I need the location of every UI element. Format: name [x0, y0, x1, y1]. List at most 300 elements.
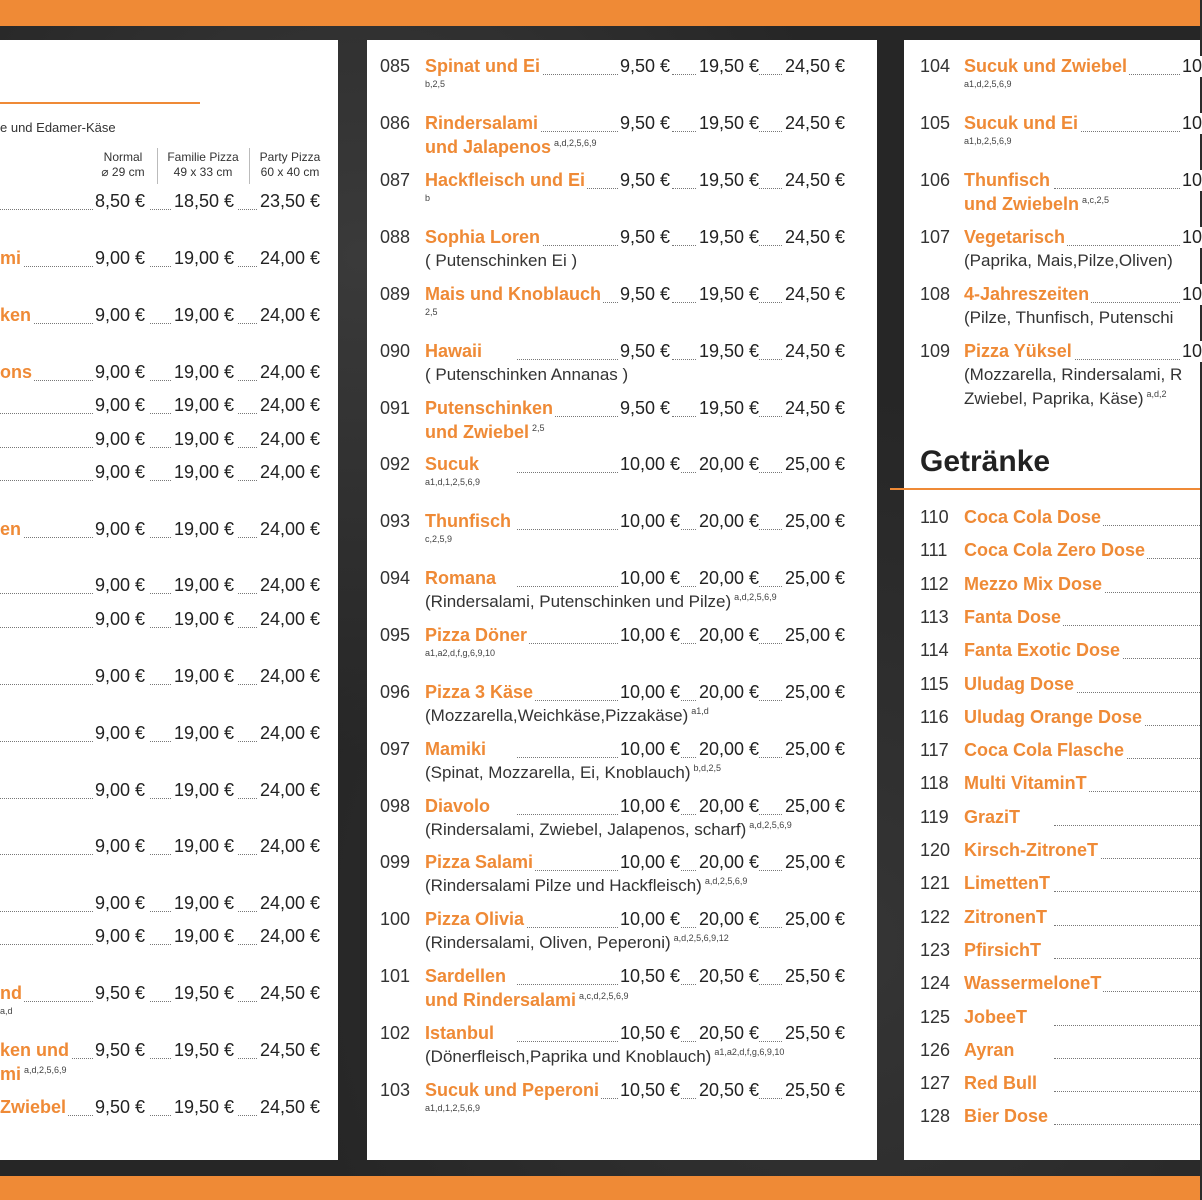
item-name: Uludag Orange Dose	[964, 706, 1143, 727]
dot-leader	[757, 245, 782, 246]
price-party: 25,00 €	[785, 852, 846, 872]
price-normal: 10,50 €	[620, 1080, 681, 1100]
price-normal: 9,50 €	[620, 284, 671, 304]
price-normal: 10	[1182, 284, 1202, 304]
item-name-cont: und Jalapenos	[425, 137, 552, 157]
drink-item	[904, 607, 1200, 637]
item-name: ken	[0, 305, 32, 325]
menu-item	[0, 1040, 338, 1090]
price-normal: 9,00 €	[95, 248, 146, 268]
allergen-codes: a1,a2,d,f,g,6,9,10	[714, 1047, 785, 1058]
drink-item	[904, 1007, 1200, 1037]
item-number: 107	[920, 227, 951, 247]
item-number: 096	[380, 682, 411, 702]
item-name: Sucuk und Peperoni	[425, 1080, 600, 1100]
price-familie: 19,00 €	[174, 395, 235, 415]
price-familie: 20,00 €	[699, 682, 760, 702]
item-name: Thunfisch	[425, 511, 511, 531]
description-text: ( Putenschinken Ei )	[425, 251, 578, 270]
item-name: Fanta Exotic Dose	[964, 640, 1121, 661]
item-name-cont: und Zwiebel	[425, 422, 530, 442]
dot-leader	[1054, 1124, 1200, 1125]
item-name: Fanta Dose	[964, 606, 1062, 627]
menu-item	[0, 836, 338, 886]
dot-leader	[757, 359, 782, 360]
price-familie: 19,50 €	[699, 284, 760, 304]
menu-item	[367, 1080, 877, 1130]
item-name: Mais und Knoblauch	[425, 284, 602, 304]
item-name: nd	[0, 983, 22, 1003]
dot-leader	[517, 1041, 622, 1042]
price-party: 24,00 €	[260, 462, 321, 482]
dot-leader	[0, 684, 95, 685]
menu-item	[904, 227, 1200, 277]
dot-leader	[517, 529, 622, 530]
item-name: Mamiki	[425, 739, 487, 759]
dot-leader	[757, 586, 782, 587]
menu-item	[0, 305, 338, 355]
price-party: 24,50 €	[260, 1040, 321, 1060]
menu-item	[904, 56, 1200, 106]
price-party: 24,50 €	[785, 56, 846, 76]
allergen-codes: a,d,2	[1146, 389, 1167, 400]
dot-leader	[0, 447, 95, 448]
allergen-codes: a,d,2,5,6,9	[704, 876, 748, 887]
item-number: 111	[920, 540, 948, 561]
menu-item	[367, 1023, 877, 1073]
item-name: Pizza 3 Käse	[425, 682, 534, 702]
drink-item	[904, 740, 1200, 770]
menu-item	[0, 462, 338, 512]
price-normal: 10,00 €	[620, 852, 681, 872]
drink-item	[904, 507, 1200, 537]
price-party: 25,50 €	[785, 1023, 846, 1043]
dot-leader	[517, 586, 622, 587]
price-familie: 19,50 €	[699, 56, 760, 76]
price-familie: 20,00 €	[699, 454, 760, 474]
price-familie: 19,00 €	[174, 429, 235, 449]
price-normal: 9,00 €	[95, 462, 146, 482]
item-name: ons	[0, 362, 33, 382]
drink-item	[904, 840, 1200, 870]
item-number: 085	[380, 56, 411, 76]
allergen-codes: 2,5	[425, 307, 438, 317]
section-intro: e und Edamer-Käse	[0, 120, 116, 135]
item-number: 120	[920, 840, 951, 860]
allergen-codes: a1,d,2,5,6,9	[964, 79, 1012, 89]
price-familie: 19,50 €	[174, 983, 235, 1003]
dot-leader	[517, 643, 622, 644]
item-name: Coca Cola Flasche	[964, 740, 1125, 761]
dot-leader	[1054, 1025, 1200, 1026]
price-normal: 9,00 €	[95, 519, 146, 539]
allergen-codes: 2,5	[532, 423, 545, 433]
price-party: 25,00 €	[785, 454, 846, 474]
dot-leader	[1054, 891, 1200, 892]
allergen-codes: b,2,5	[425, 79, 446, 89]
price-party: 24,50 €	[785, 170, 846, 190]
item-description	[425, 365, 628, 385]
price-familie: 19,00 €	[174, 666, 235, 686]
size-header-normal	[92, 150, 154, 180]
item-name: Thunfisch	[964, 170, 1050, 190]
price-party: 24,00 €	[260, 362, 321, 382]
drink-item	[904, 674, 1200, 704]
item-name: Sucuk und Zwiebel	[964, 56, 1128, 76]
price-familie: 19,50 €	[699, 227, 760, 247]
drink-item	[904, 540, 1200, 570]
price-familie: 19,00 €	[174, 575, 235, 595]
item-name: en	[0, 519, 22, 539]
price-normal: 10	[1182, 341, 1202, 361]
item-number: 089	[380, 284, 411, 304]
item-number: 103	[380, 1080, 411, 1100]
price-normal: 9,50 €	[620, 227, 671, 247]
dot-leader	[1054, 1058, 1200, 1059]
price-normal: 10,00 €	[620, 625, 681, 645]
menu-item	[367, 227, 877, 277]
price-familie: 20,00 €	[699, 852, 760, 872]
allergen-codes: a,c,d,2,5,6,9	[579, 991, 629, 1001]
price-familie: 20,50 €	[699, 1080, 760, 1100]
item-name: Pizza Döner	[425, 625, 528, 645]
price-party: 24,50 €	[785, 227, 846, 247]
price-party: 24,00 €	[260, 836, 321, 856]
item-name: PfirsichT	[964, 939, 1042, 960]
item-number: 095	[380, 625, 411, 645]
dot-leader	[1054, 925, 1200, 926]
item-number: 088	[380, 227, 411, 247]
item-name: mi	[0, 248, 22, 268]
size-header-party	[252, 150, 328, 180]
price-party: 25,50 €	[785, 966, 846, 986]
item-number: 119	[920, 806, 949, 827]
price-normal: 9,00 €	[95, 429, 146, 449]
dot-leader	[757, 984, 782, 985]
price-normal: 9,50 €	[620, 56, 671, 76]
item-number: 116	[920, 706, 949, 727]
item-name: Pizza Salami	[425, 852, 534, 872]
price-familie: 19,50 €	[699, 341, 760, 361]
dot-leader	[757, 416, 782, 417]
price-familie: 19,50 €	[699, 170, 760, 190]
size-dimension: 60 x 40 cm	[260, 165, 320, 179]
item-name: Sucuk und Ei	[964, 113, 1079, 133]
price-party: 23,50 €	[260, 191, 321, 211]
dot-leader	[517, 359, 622, 360]
price-familie: 19,00 €	[174, 893, 235, 913]
item-number: 117	[920, 740, 949, 761]
price-party: 24,50 €	[785, 398, 846, 418]
price-party: 24,50 €	[785, 341, 846, 361]
drink-item	[904, 940, 1200, 970]
price-familie: 19,00 €	[174, 723, 235, 743]
dot-leader	[757, 814, 782, 815]
item-name-cont: und Rindersalami	[425, 990, 577, 1010]
dot-leader	[1054, 825, 1200, 826]
item-number: 122	[920, 906, 951, 927]
price-normal: 10	[1182, 113, 1202, 133]
item-number: 104	[920, 56, 951, 76]
column-divider	[249, 148, 250, 184]
allergen-codes: a1,a2,d,f,g,6,9,10	[425, 648, 496, 658]
price-normal: 9,00 €	[95, 893, 146, 913]
menu-item	[367, 113, 877, 163]
price-normal: 9,00 €	[95, 395, 146, 415]
menu-item	[367, 966, 877, 1016]
price-normal: 10,00 €	[620, 739, 681, 759]
menu-item	[0, 609, 338, 659]
dot-leader	[757, 302, 782, 303]
menu-item	[367, 454, 877, 504]
size-dimension: ⌀ 29 cm	[101, 165, 145, 179]
price-normal: 9,50 €	[620, 341, 671, 361]
price-normal: 10,00 €	[620, 511, 681, 531]
price-normal: 9,00 €	[95, 305, 146, 325]
allergen-codes: b,d,2,5	[693, 763, 722, 774]
item-number: 108	[920, 284, 951, 304]
menu-item	[367, 284, 877, 334]
drink-item	[904, 973, 1200, 1003]
menu-item	[367, 56, 877, 106]
description-text: Zwiebel, Paprika, Käse)	[964, 389, 1144, 408]
item-name: Pizza Olivia	[425, 909, 525, 929]
item-name: Hawaii	[425, 341, 483, 361]
price-familie: 19,00 €	[174, 609, 235, 629]
allergen-codes: a,d,2,5,6,9	[749, 820, 792, 831]
dot-leader	[757, 74, 782, 75]
dot-leader	[0, 593, 95, 594]
size-dimension: 49 x 33 cm	[173, 165, 233, 179]
dot-leader	[0, 741, 95, 742]
dot-leader	[757, 700, 782, 701]
menu-item	[0, 519, 338, 569]
item-number: 110	[920, 507, 949, 527]
item-description: (Pilze, Thunfisch, Putenschi	[964, 308, 1174, 327]
drinks-section-title: Getränke	[920, 445, 1051, 478]
item-number: 115	[920, 673, 949, 694]
dot-leader	[0, 413, 95, 414]
price-normal: 9,00 €	[95, 575, 146, 595]
price-normal: 10	[1182, 227, 1202, 247]
size-label: Familie Pizza	[167, 150, 239, 164]
drink-item	[904, 873, 1200, 903]
price-familie: 19,00 €	[174, 780, 235, 800]
item-name: Coca Cola Dose	[964, 507, 1102, 527]
item-number: 118	[920, 773, 949, 794]
dot-leader	[0, 944, 95, 945]
dot-leader	[517, 927, 622, 928]
size-header-familie	[160, 150, 246, 180]
description-text: (Mozzarella,Weichkäse,Pizzakäse)	[425, 706, 689, 725]
dot-leader	[1054, 1091, 1200, 1092]
item-number: 094	[380, 568, 411, 588]
dot-leader	[0, 627, 95, 628]
menu-item	[904, 284, 1200, 334]
item-name: Uludag Dose	[964, 673, 1075, 694]
item-name: Hackfleisch und Ei	[425, 170, 586, 190]
dot-leader	[0, 480, 95, 481]
item-name: JobeeT	[964, 1006, 1028, 1027]
item-name: Istanbul	[425, 1023, 495, 1043]
price-party: 25,00 €	[785, 796, 846, 816]
item-name: Mezzo Mix Dose	[964, 573, 1103, 594]
item-description	[425, 1047, 784, 1067]
item-number: 100	[380, 909, 411, 929]
menu-item	[0, 983, 338, 1033]
price-familie: 19,00 €	[174, 305, 235, 325]
price-party: 25,50 €	[785, 1080, 846, 1100]
price-familie: 20,00 €	[699, 739, 760, 759]
menu-item	[904, 113, 1200, 163]
item-number: 099	[380, 852, 411, 872]
dot-leader	[517, 984, 622, 985]
price-normal: 9,50 €	[95, 1040, 146, 1060]
item-description: (Paprika, Mais,Pilze,Oliven)	[964, 251, 1173, 270]
price-party: 25,00 €	[785, 511, 846, 531]
dot-leader	[1054, 245, 1200, 246]
menu-item	[367, 739, 877, 789]
allergen-codes: a,d,2,5,6,9	[24, 1065, 67, 1075]
item-number: 125	[920, 1006, 951, 1027]
price-party: 24,50 €	[260, 983, 321, 1003]
item-name-line2	[0, 1064, 67, 1085]
top-orange-bar	[0, 0, 1200, 26]
price-familie: 19,50 €	[699, 398, 760, 418]
item-name: Diavolo	[425, 796, 491, 816]
item-name: Vegetarisch	[964, 227, 1066, 247]
price-normal: 9,50 €	[620, 398, 671, 418]
item-name-line2	[425, 137, 597, 158]
price-party: 24,00 €	[260, 429, 321, 449]
item-number: 106	[920, 170, 951, 190]
menu-item	[367, 170, 877, 220]
item-number: 098	[380, 796, 411, 816]
menu-item	[0, 1097, 338, 1147]
price-familie: 19,50 €	[699, 113, 760, 133]
price-normal: 9,00 €	[95, 609, 146, 629]
item-name: Multi VitaminT	[964, 773, 1087, 794]
dot-leader	[757, 757, 782, 758]
description-text: (Rindersalami, Putenschinken und Pilze)	[425, 592, 732, 611]
item-number: 127	[920, 1073, 951, 1094]
price-familie: 20,00 €	[699, 568, 760, 588]
menu-item	[367, 625, 877, 675]
price-normal: 9,00 €	[95, 836, 146, 856]
item-name-line2	[425, 422, 545, 443]
menu-panel-right	[904, 40, 1200, 1160]
price-party: 24,00 €	[260, 248, 321, 268]
price-normal: 9,50 €	[620, 170, 671, 190]
price-party: 24,00 €	[260, 609, 321, 629]
item-name: GraziT	[964, 806, 1021, 827]
price-familie: 19,50 €	[174, 1097, 235, 1117]
price-party: 24,50 €	[260, 1097, 321, 1117]
dot-leader	[757, 927, 782, 928]
menu-item	[367, 511, 877, 561]
item-description	[425, 706, 709, 726]
price-normal: 10,00 €	[620, 454, 681, 474]
dot-leader	[1054, 958, 1200, 959]
allergen-codes: a,d,2,5,6,9,12	[673, 933, 729, 944]
item-number: 091	[380, 398, 411, 418]
menu-item	[367, 682, 877, 732]
item-number: 109	[920, 341, 951, 361]
price-familie: 18,50 €	[174, 191, 235, 211]
menu-item	[0, 248, 338, 298]
menu-panel-left	[0, 40, 338, 1160]
price-normal: 10,50 €	[620, 1023, 681, 1043]
item-number: 114	[920, 640, 949, 661]
price-normal: 9,00 €	[95, 723, 146, 743]
price-familie: 20,00 €	[699, 796, 760, 816]
item-number: 090	[380, 341, 411, 361]
item-name: Zwiebel	[0, 1097, 67, 1117]
price-normal: 9,00 €	[95, 926, 146, 946]
dot-leader	[757, 131, 782, 132]
section-underline	[890, 488, 1200, 490]
menu-item	[0, 926, 338, 976]
description-text: ( Putenschinken Annanas )	[425, 365, 629, 384]
allergen-codes: a1,d,1,2,5,6,9	[425, 1103, 481, 1113]
drink-item	[904, 707, 1200, 737]
price-normal: 9,50 €	[95, 1097, 146, 1117]
item-number: 086	[380, 113, 411, 133]
dot-leader	[517, 757, 622, 758]
price-normal: 10,00 €	[620, 568, 681, 588]
drink-item	[904, 773, 1200, 803]
item-number: 092	[380, 454, 411, 474]
item-name: Coca Cola Zero Dose	[964, 540, 1146, 561]
item-number: 087	[380, 170, 411, 190]
allergen-codes: a,d	[0, 1006, 13, 1016]
item-description	[425, 820, 792, 840]
dot-leader	[0, 854, 95, 855]
dot-leader	[1054, 188, 1200, 189]
dot-leader	[517, 472, 622, 473]
item-name: ZitronenT	[964, 906, 1047, 927]
price-party: 24,00 €	[260, 926, 321, 946]
price-familie: 19,50 €	[174, 1040, 235, 1060]
item-name: 4-Jahreszeiten	[964, 284, 1090, 304]
drink-item	[904, 1040, 1200, 1070]
item-name: Spinat und Ei	[425, 56, 540, 76]
price-familie: 20,50 €	[699, 966, 760, 986]
allergen-codes: a1,b,2,5,6,9	[964, 136, 1012, 146]
drink-item	[904, 1106, 1200, 1136]
price-normal: 9,00 €	[95, 666, 146, 686]
dot-leader	[517, 814, 622, 815]
menu-item	[0, 723, 338, 773]
item-description-line2	[964, 389, 1167, 409]
column-divider	[157, 148, 158, 184]
item-name: Sardellen	[425, 966, 507, 986]
item-name-cont: und Zwiebeln	[964, 194, 1079, 214]
price-party: 24,00 €	[260, 893, 321, 913]
price-party: 24,50 €	[785, 113, 846, 133]
price-normal: 8,50 €	[95, 191, 146, 211]
item-name: ken und	[0, 1040, 70, 1060]
description-text: (Spinat, Mozzarella, Ei, Knoblauch)	[425, 763, 691, 782]
item-name-cont: mi	[0, 1064, 22, 1084]
price-normal: 9,00 €	[95, 780, 146, 800]
price-normal: 10	[1182, 170, 1202, 190]
price-normal: 10,00 €	[620, 796, 681, 816]
price-familie: 20,00 €	[699, 511, 760, 531]
menu-item	[0, 780, 338, 830]
item-name: LimettenT	[964, 873, 1051, 894]
item-number: 101	[380, 966, 411, 986]
